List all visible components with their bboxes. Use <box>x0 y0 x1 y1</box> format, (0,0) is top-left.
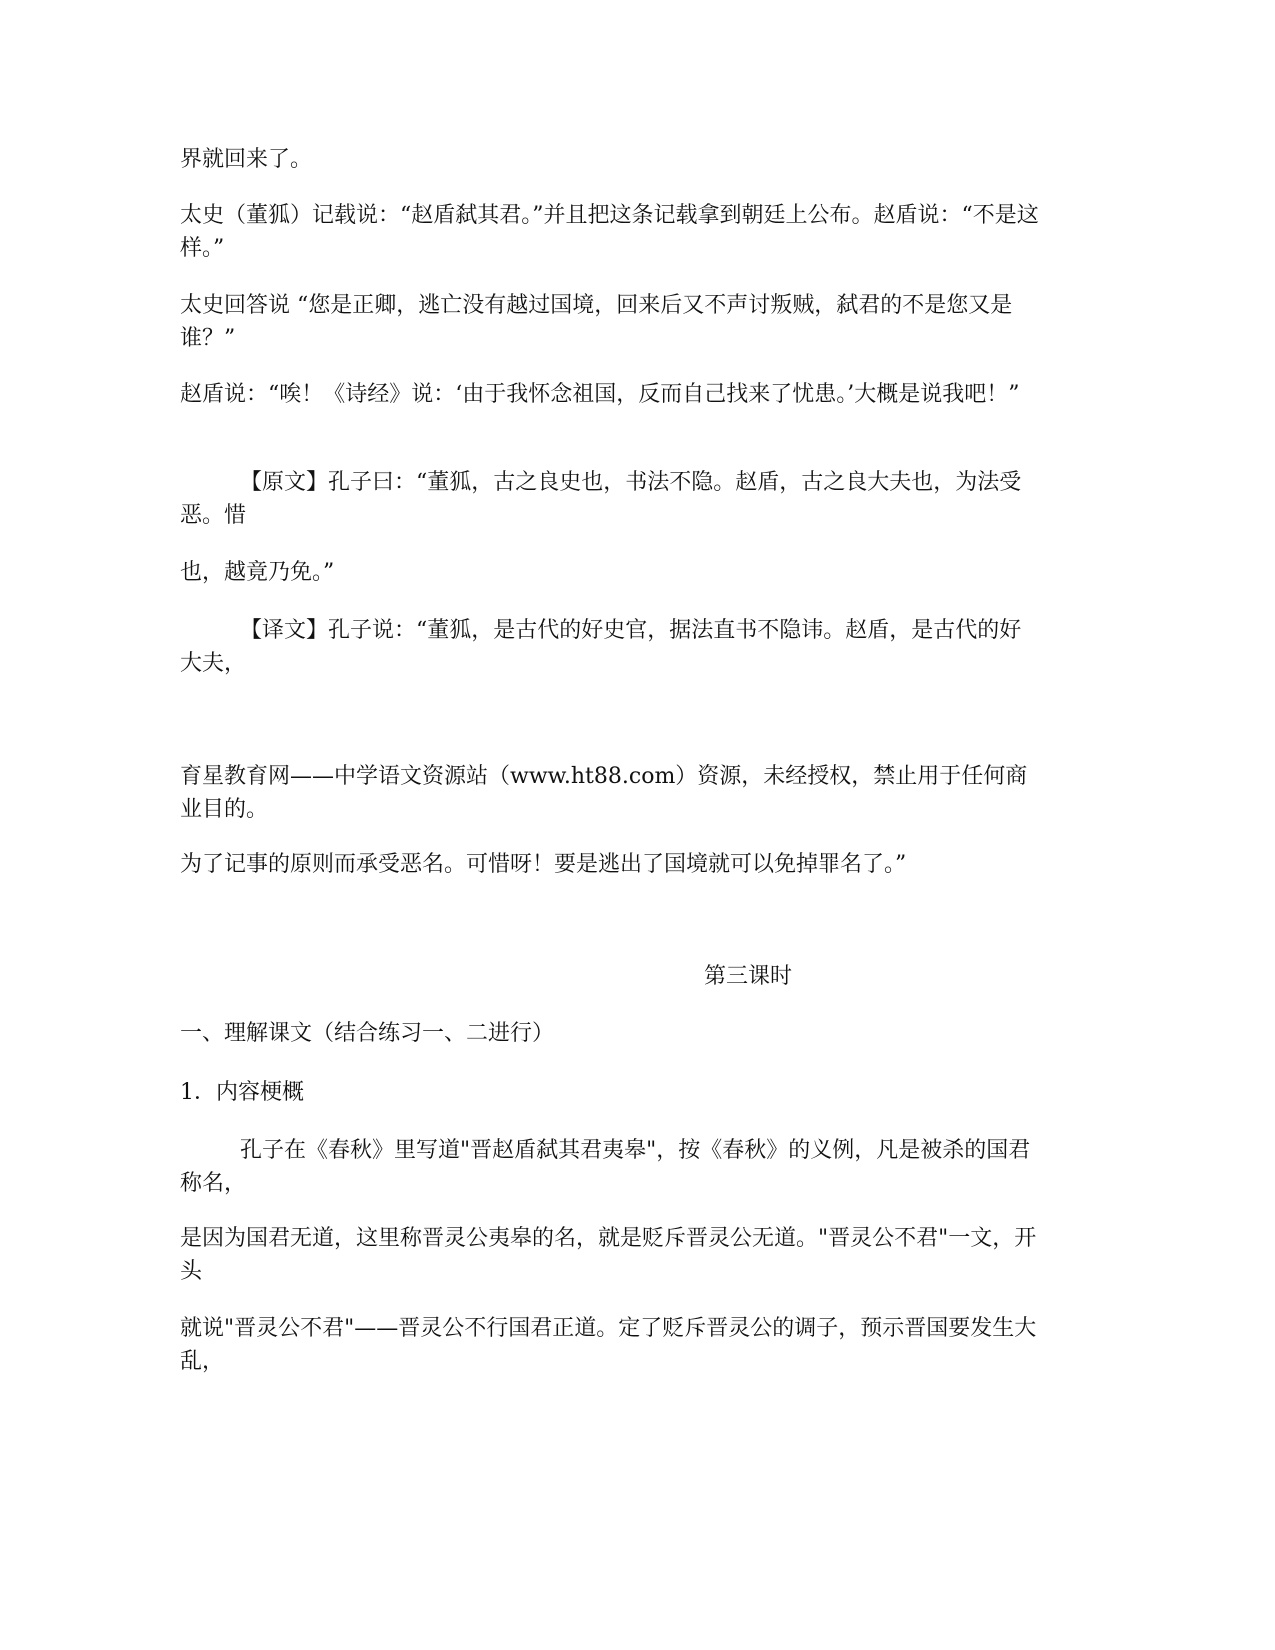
text-paragraph: 就说"晋灵公不君"——晋灵公不行国君正道。定了贬斥晋灵公的调子，预示晋国要发生大乱， <box>180 1316 1037 1374</box>
text-paragraph: 赵盾说：“唉！《诗经》说：‘由于我怀念祖国，反而自己找来了忧患。’大概是说我吧！” <box>180 382 1020 407</box>
text-paragraph: 界就回来了。 <box>180 147 313 172</box>
subsection-title: 1．内容梗概 <box>180 1080 304 1105</box>
footer-notice: 育星教育网——中学语文资源站（www.ht88.com）资源，未经授权，禁止用于任何商业目的。 <box>180 764 1028 822</box>
text-paragraph: 也，越竟乃免。” <box>180 560 335 585</box>
section-title: 一、理解课文（结合练习一、二进行） <box>180 1021 555 1046</box>
text-paragraph: 为了记事的原则而承受恶名。可惜呀！要是逃出了国境就可以免掉罪名了。” <box>180 852 907 877</box>
text-paragraph: 孔子在《春秋》里写道"晋赵盾弑其君夷皋"，按《春秋》的义例，凡是被杀的国君称名， <box>180 1138 1031 1196</box>
text-paragraph: 太史回答说 “您是正卿，逃亡没有越过国境，回来后又不声讨叛贼，弑君的不是您又是谁？” <box>180 293 1013 351</box>
text-paragraph: 【译文】孔子说：“董狐，是古代的好史官，据法直书不隐讳。赵盾，是古代的好大夫， <box>180 618 1022 676</box>
text-paragraph: 【原文】孔子曰：“董狐，古之良史也，书法不隐。赵盾，古之良大夫也，为法受恶。惜 <box>180 470 1022 528</box>
text-paragraph: 是因为国君无道，这里称晋灵公夷皋的名，就是贬斥晋灵公无道。"晋灵公不君"一文，开头 <box>180 1226 1037 1284</box>
text-paragraph: 太史（董狐）记载说：“赵盾弑其君。”并且把这条记载拿到朝廷上公布。赵盾说：“不是这样。” <box>180 203 1039 261</box>
lesson-heading: 第三课时 <box>704 964 793 989</box>
